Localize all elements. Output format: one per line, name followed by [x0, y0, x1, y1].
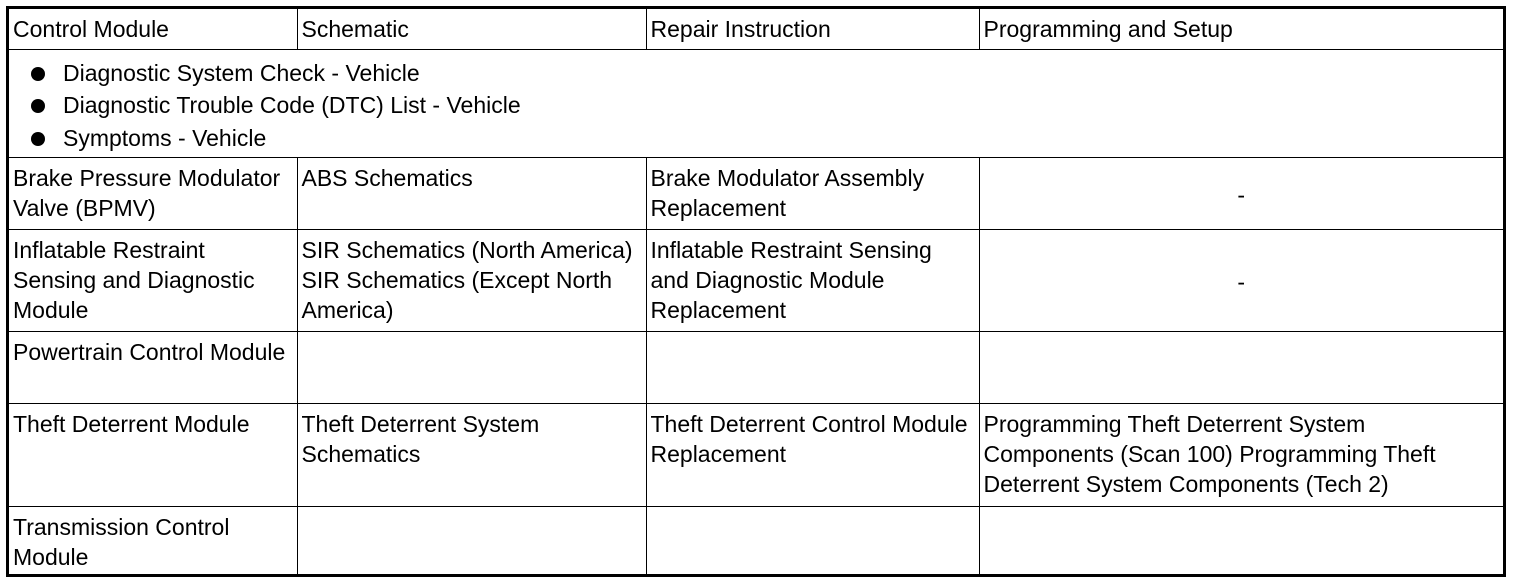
programming-link[interactable]: Programming Theft Deterrent System Components (Scan 100) Programming Theft Deterrent System Components (Tech 2): [979, 403, 1503, 506]
repair-link[interactable]: Theft Deterrent Control Module Replacement: [646, 403, 979, 506]
diagnostic-links-list: [13, 57, 1499, 155]
module-name: Powertrain Control Module: [9, 331, 297, 403]
schematic-link[interactable]: ABS Schematics: [297, 157, 646, 229]
diagnostic-links-row: [9, 49, 1503, 157]
link-symptoms[interactable]: Symptoms - Vehicle: [29, 122, 1499, 155]
table-row: [9, 157, 1503, 229]
link-diagnostic-system-check[interactable]: Diagnostic System Check - Vehicle: [29, 57, 1499, 90]
schematic-link[interactable]: SIR Schematics (North America) SIR Schematics (Except North America): [297, 229, 646, 331]
table-row: [9, 506, 1503, 574]
header-control-module: Control Module: [9, 9, 297, 49]
link-dtc-list[interactable]: Diagnostic Trouble Code (DTC) List - Vehicle: [29, 89, 1499, 122]
header-programming-setup: Programming and Setup: [979, 9, 1503, 49]
table-row: [9, 403, 1503, 506]
schematic-cell: [297, 331, 646, 403]
programming-cell: -: [979, 157, 1503, 229]
repair-cell: [646, 331, 979, 403]
table-row: [9, 229, 1503, 331]
programming-cell: [979, 331, 1503, 403]
schematic-link[interactable]: Theft Deterrent System Schematics: [297, 403, 646, 506]
table-header-row: [9, 9, 1503, 49]
diagnostic-links-cell: [9, 49, 1503, 157]
programming-cell: [979, 506, 1503, 574]
header-schematic: Schematic: [297, 9, 646, 49]
repair-cell: [646, 506, 979, 574]
schematic-cell: [297, 506, 646, 574]
module-name: Brake Pressure Modulator Valve (BPMV): [9, 157, 297, 229]
repair-link[interactable]: Brake Modulator Assembly Replacement: [646, 157, 979, 229]
module-reference-table: [9, 9, 1503, 574]
header-repair-instruction: Repair Instruction: [646, 9, 979, 49]
table-row: [9, 331, 1503, 403]
module-reference-table-frame: [6, 6, 1506, 577]
repair-link[interactable]: Inflatable Restraint Sensing and Diagnostic Module Replacement: [646, 229, 979, 331]
programming-cell: -: [979, 229, 1503, 331]
module-name: Theft Deterrent Module: [9, 403, 297, 506]
module-name: Transmission Control Module: [9, 506, 297, 574]
module-name: Inflatable Restraint Sensing and Diagnostic Module: [9, 229, 297, 331]
